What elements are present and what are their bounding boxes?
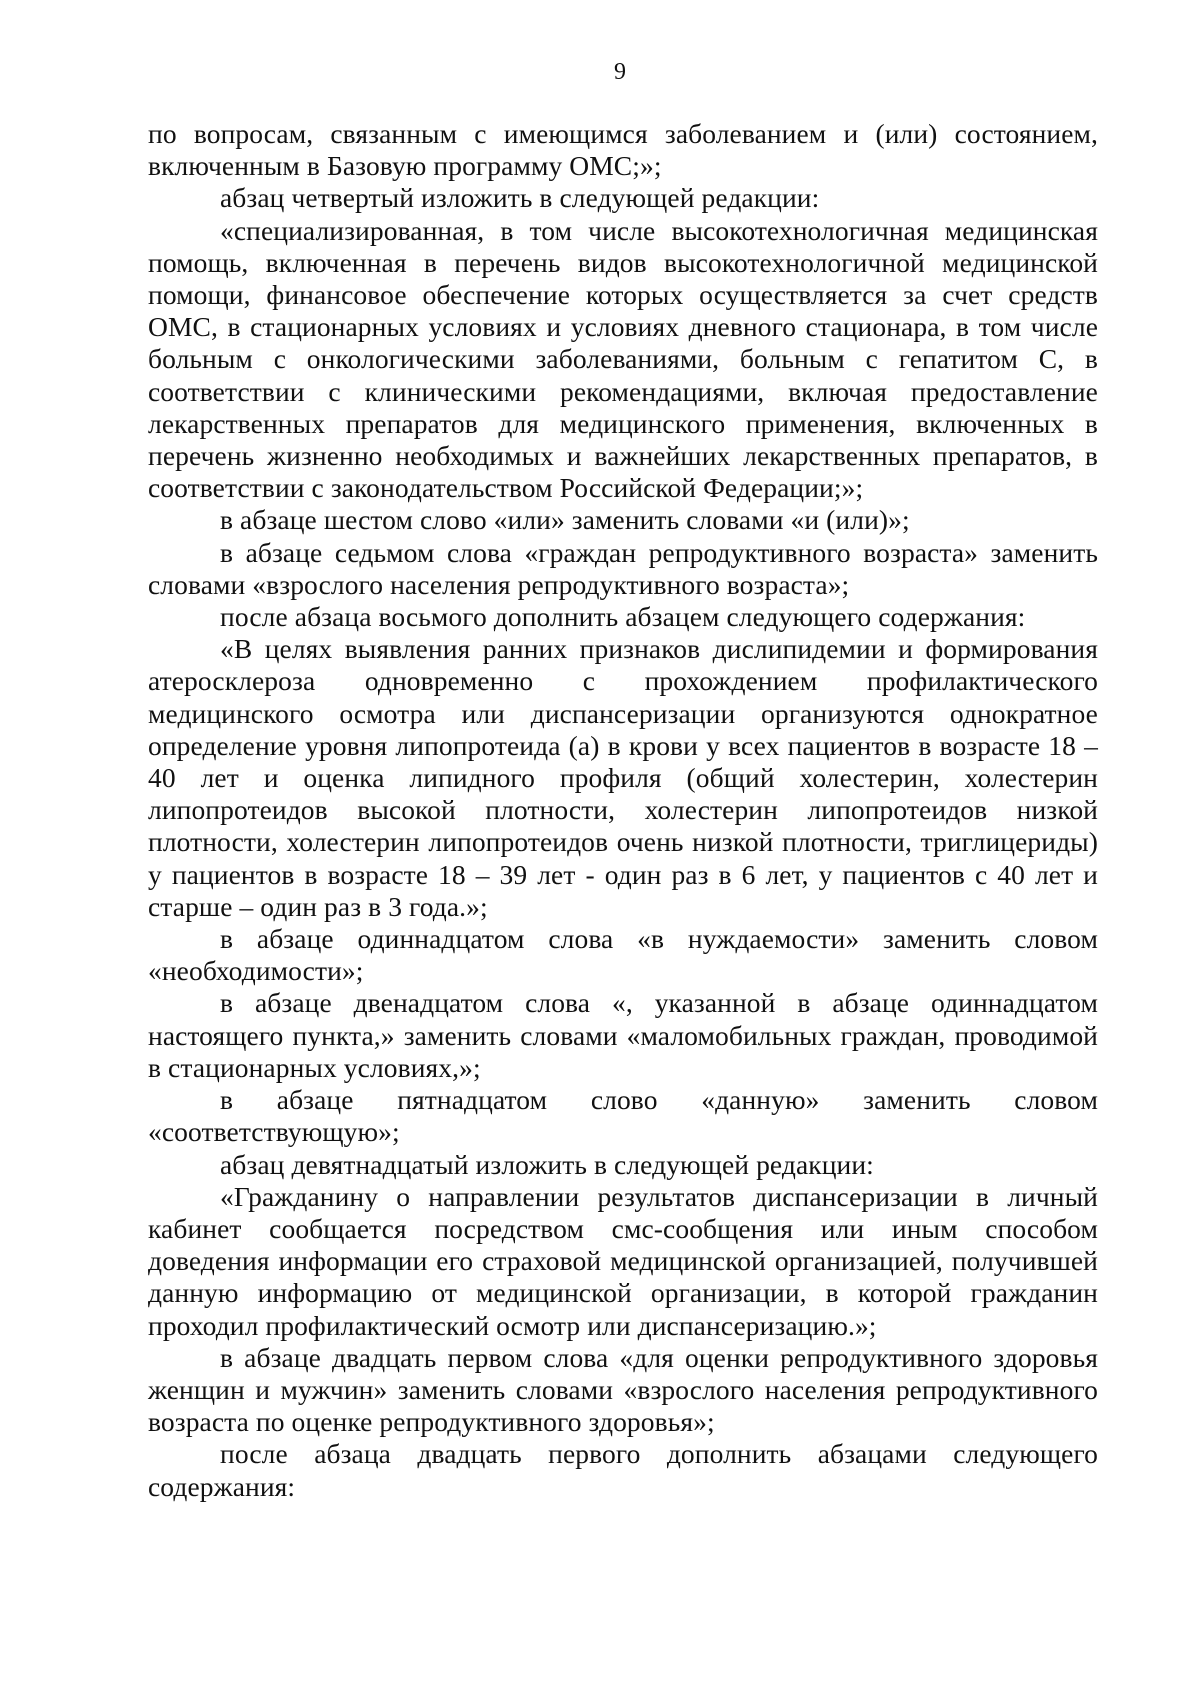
paragraph-amendment-7: в абзаце седьмом слова «граждан репродуктивного возраста» заменить словами «взрослого населения репродуктивного возраста»; — [148, 536, 1098, 600]
paragraph-amendment-15: в абзаце пятнадцатом слово «данную» заменить словом «соответствующую»; — [148, 1084, 1098, 1148]
document-body — [148, 118, 1098, 1503]
paragraph-amendment-12: в абзаце двенадцатом слова «, указанной в абзаце одиннадцатом настоящего пункта,» заменить словами «маломобильных граждан, проводимой в стационарных условиях,»; — [148, 987, 1098, 1083]
paragraph-amendment-after-21: после абзаца двадцать первого дополнить абзацами следующего содержания: — [148, 1438, 1098, 1502]
paragraph-amendment-4: абзац четвертый изложить в следующей редакции: — [220, 182, 820, 214]
paragraph-quote-specialized-care: «специализированная, в том числе высокотехнологичная медицинская помощь, включенная в перечень видов высокотехнологичной медицинской помощи, финансовое обеспечение которых осуществляется за счет средств ОМС, в стационарных условиях и условиях дневного стационара, в том числе больным с онкологическими заболеваниями, больным с гепатитом С, в соответствии с клиническими рекомендациями, включая предоставление лекарственных препаратов для медицинского применения, включенных в перечень жизненно необходимых и важнейших лекарственных препаратов, в соответствии с законодательством Российской Федерации;»; — [148, 214, 1098, 504]
paragraph-amendment-6: в абзаце шестом слово «или» заменить словами «и (или)»; — [220, 504, 910, 536]
page-number: 9 — [614, 59, 626, 85]
paragraph-quote-citizen-notification: «Гражданину о направлении результатов диспансеризации в личный кабинет сообщается посредством смс-сообщения или иным способом доведения информации его страховой медицинской организацией, получившей данную информацию от медицинской организации, в которой гражданин проходил профилактический осмотр или диспансеризацию.»; — [148, 1180, 1098, 1341]
paragraph-continuation: по вопросам, связанным с имеющимся заболеванием и (или) состоянием, включенным в Базовую программу ОМС;»; — [148, 118, 1098, 182]
paragraph-amendment-11: в абзаце одиннадцатом слова «в нуждаемости» заменить словом «необходимости»; — [148, 923, 1098, 987]
paragraph-amendment-21: в абзаце двадцать первом слова «для оценки репродуктивного здоровья женщин и мужчин» заменить словами «взрослого населения репродуктивного возраста по оценке репродуктивного здоровья»; — [148, 1341, 1098, 1438]
paragraph-amendment-19: абзац девятнадцатый изложить в следующей редакции: — [220, 1148, 874, 1180]
paragraph-quote-dyslipidemia: «В целях выявления ранних признаков дислипидемии и формирования атеросклероза одновременно с прохождением профилактического медицинского осмотра или диспансеризации организуются однократное определение уровня липопротеида (а) в крови у всех пациентов в возрасте 18 – 40 лет и оценка липидного профиля (общий холестерин, холестерин липопротеидов высокой плотности, холестерин липопротеидов низкой плотности, холестерин липопротеидов очень низкой плотности, триглицериды) у пациентов в возрасте 18 – 39 лет - один раз в 6 лет, у пациентов с 40 лет и старше – один раз в 3 года.»; — [148, 633, 1098, 922]
paragraph-amendment-8: после абзаца восьмого дополнить абзацем следующего содержания: — [220, 601, 1026, 633]
